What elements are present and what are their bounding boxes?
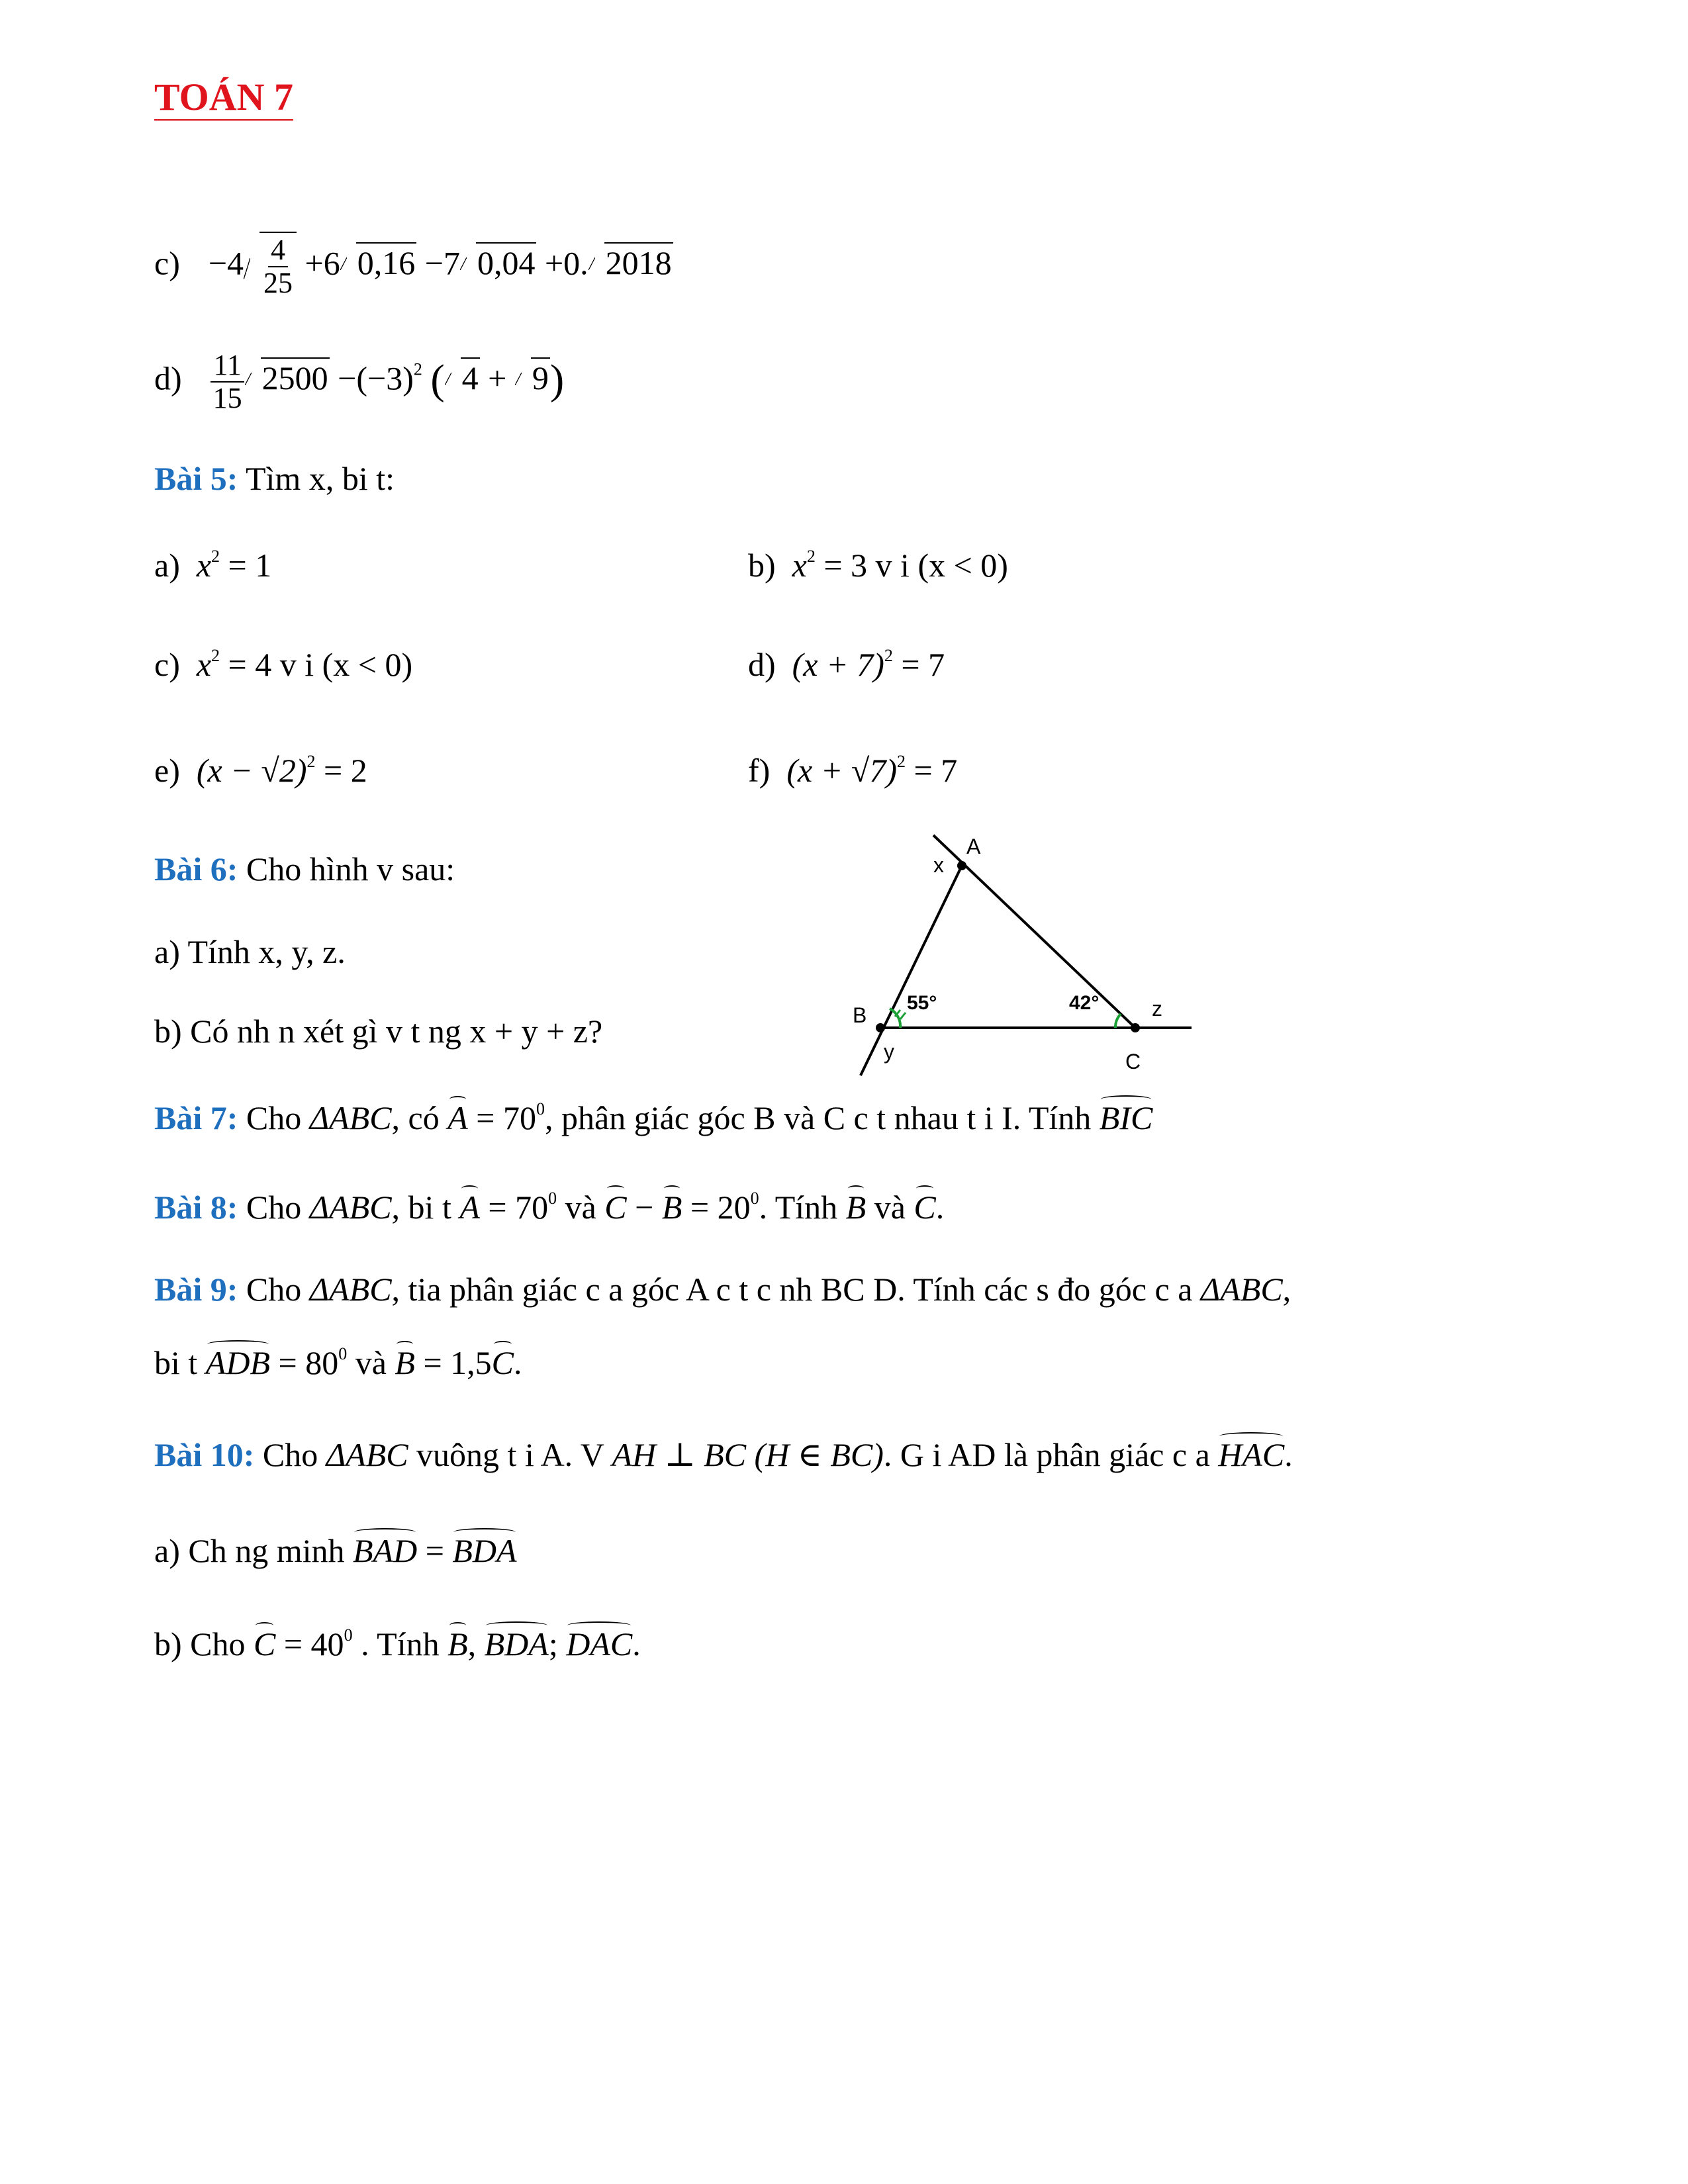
angle-dac: DAC: [566, 1625, 633, 1662]
point-a: [957, 861, 966, 870]
label-y: y: [884, 1040, 894, 1064]
expr-c-sqrt2: 0,04: [460, 242, 537, 279]
bai5-text: Tìm x, bi t:: [238, 460, 395, 497]
expr-c-coef1: −4: [208, 244, 244, 282]
bai5-c: c) $x^2 = 4$ v i (x < 0): [154, 646, 413, 683]
bai6-heading: [154, 852, 455, 886]
expr-c-sqrt1: 0,16: [340, 242, 417, 279]
label-x: x: [933, 853, 944, 877]
angle-adb: ADB: [205, 1344, 270, 1381]
bai5-a: a) $x^2 = 1$: [154, 547, 272, 584]
bai6-text: Cho hình v sau:: [238, 850, 455, 887]
angle-bic: BIC: [1099, 1099, 1153, 1136]
bai6-label: Bài 6:: [154, 850, 238, 887]
angle-hac: HAC: [1218, 1436, 1285, 1473]
expr-d-sqrt1: 2500: [245, 357, 330, 394]
bai7: Bài 7: Cho ΔABC, có $A = 70^0$, phân giác góc B và C c t nhau t i I. Tính BIC: [154, 1099, 1153, 1136]
expr-d-sqrt3: 9: [515, 357, 550, 394]
label-b: B: [853, 1003, 867, 1027]
triangle-figure: [834, 821, 1205, 1085]
bai9-line1: Bài 9: Cho ΔABC, tia phân giác c a góc A c t c nh BC D. Tính các s đo góc c a ΔABC,: [154, 1271, 1291, 1308]
point-b: [876, 1023, 885, 1032]
bai9-label: Bài 9:: [154, 1271, 238, 1308]
expr-c-sqrt3: 2018: [588, 242, 673, 279]
frac-num: 4: [268, 236, 288, 267]
page-title: TOÁN 7: [154, 78, 293, 121]
label-angle-b: 55°: [907, 992, 937, 1014]
expr-d-term: −(−3): [338, 359, 414, 397]
point-c: [1131, 1023, 1140, 1032]
bai6-a: a) Tính x, y, z.: [154, 933, 346, 970]
expr-c-sqrt-frac: [244, 232, 297, 298]
expr-d-sqrt2: 4: [445, 357, 480, 394]
bai10: Bài 10: Cho ΔABC vuông t i A. V AH ⊥ BC (H ∈ BC). G i AD là phân giác c a HAC.: [154, 1436, 1293, 1473]
expr-c-coef4: +0.: [544, 244, 588, 282]
label-angle-c: 42°: [1069, 992, 1100, 1014]
bai5-label: Bài 5:: [154, 460, 238, 497]
bai5-e: e) $(x - √2)^2 = 2$: [154, 752, 367, 789]
bai8-label: Bài 8:: [154, 1189, 238, 1226]
bai9-line2: bi t ADB = $80^0$ và B = 1,5C.: [154, 1344, 522, 1381]
line-ab: [861, 866, 962, 1075]
bai5-heading: [154, 462, 395, 495]
expr-d: d) $\frac{11}{15}$ $2500 -(-3)^2$ ( 4 + 9): [154, 349, 565, 414]
label-z: z: [1152, 997, 1162, 1021]
angle-bda: BDA: [452, 1532, 517, 1569]
angle-c-arc: [1115, 1014, 1121, 1028]
expr-c-label: c): [154, 244, 180, 282]
expr-d-exp: 2: [413, 359, 422, 379]
label-c: C: [1125, 1050, 1141, 1073]
angle-a-hat: A: [447, 1099, 468, 1136]
label-a: A: [966, 835, 981, 858]
angle-b-mark: [895, 1010, 906, 1019]
expr-d-label: d): [154, 359, 182, 397]
expr-d-frac: $\frac{11}{15}$: [211, 351, 245, 413]
bai6-b: b) Có nh n xét gì v t ng x + y + z?: [154, 1013, 603, 1050]
angle-bad: BAD: [352, 1532, 418, 1569]
expr-c: [154, 232, 673, 298]
bai10-label: Bài 10:: [154, 1436, 255, 1473]
bai10-b: b) Cho $C = 40^0$ . Tính B, BDA; DAC.: [154, 1625, 641, 1662]
bai7-label: Bài 7:: [154, 1099, 238, 1136]
bai5-b: b) $x^2 = 3$ v i (x < 0): [748, 547, 1008, 584]
bai10-a: a) Ch ng minh BAD = BDA: [154, 1532, 517, 1569]
bai5-f: f) $(x + √7)^2 = 7$: [748, 752, 958, 789]
expr-c-coef3: −7: [424, 244, 460, 282]
bai5-d: d) $(x + 7)^2 = 7$: [748, 646, 945, 683]
expr-c-coef2: +6: [305, 244, 340, 282]
bai8: Bài 8: Cho ΔABC, bi t $A = 70^0$ và $C - B = 20^0$. Tính B và C.: [154, 1189, 945, 1226]
frac-den: 25: [263, 267, 293, 299]
